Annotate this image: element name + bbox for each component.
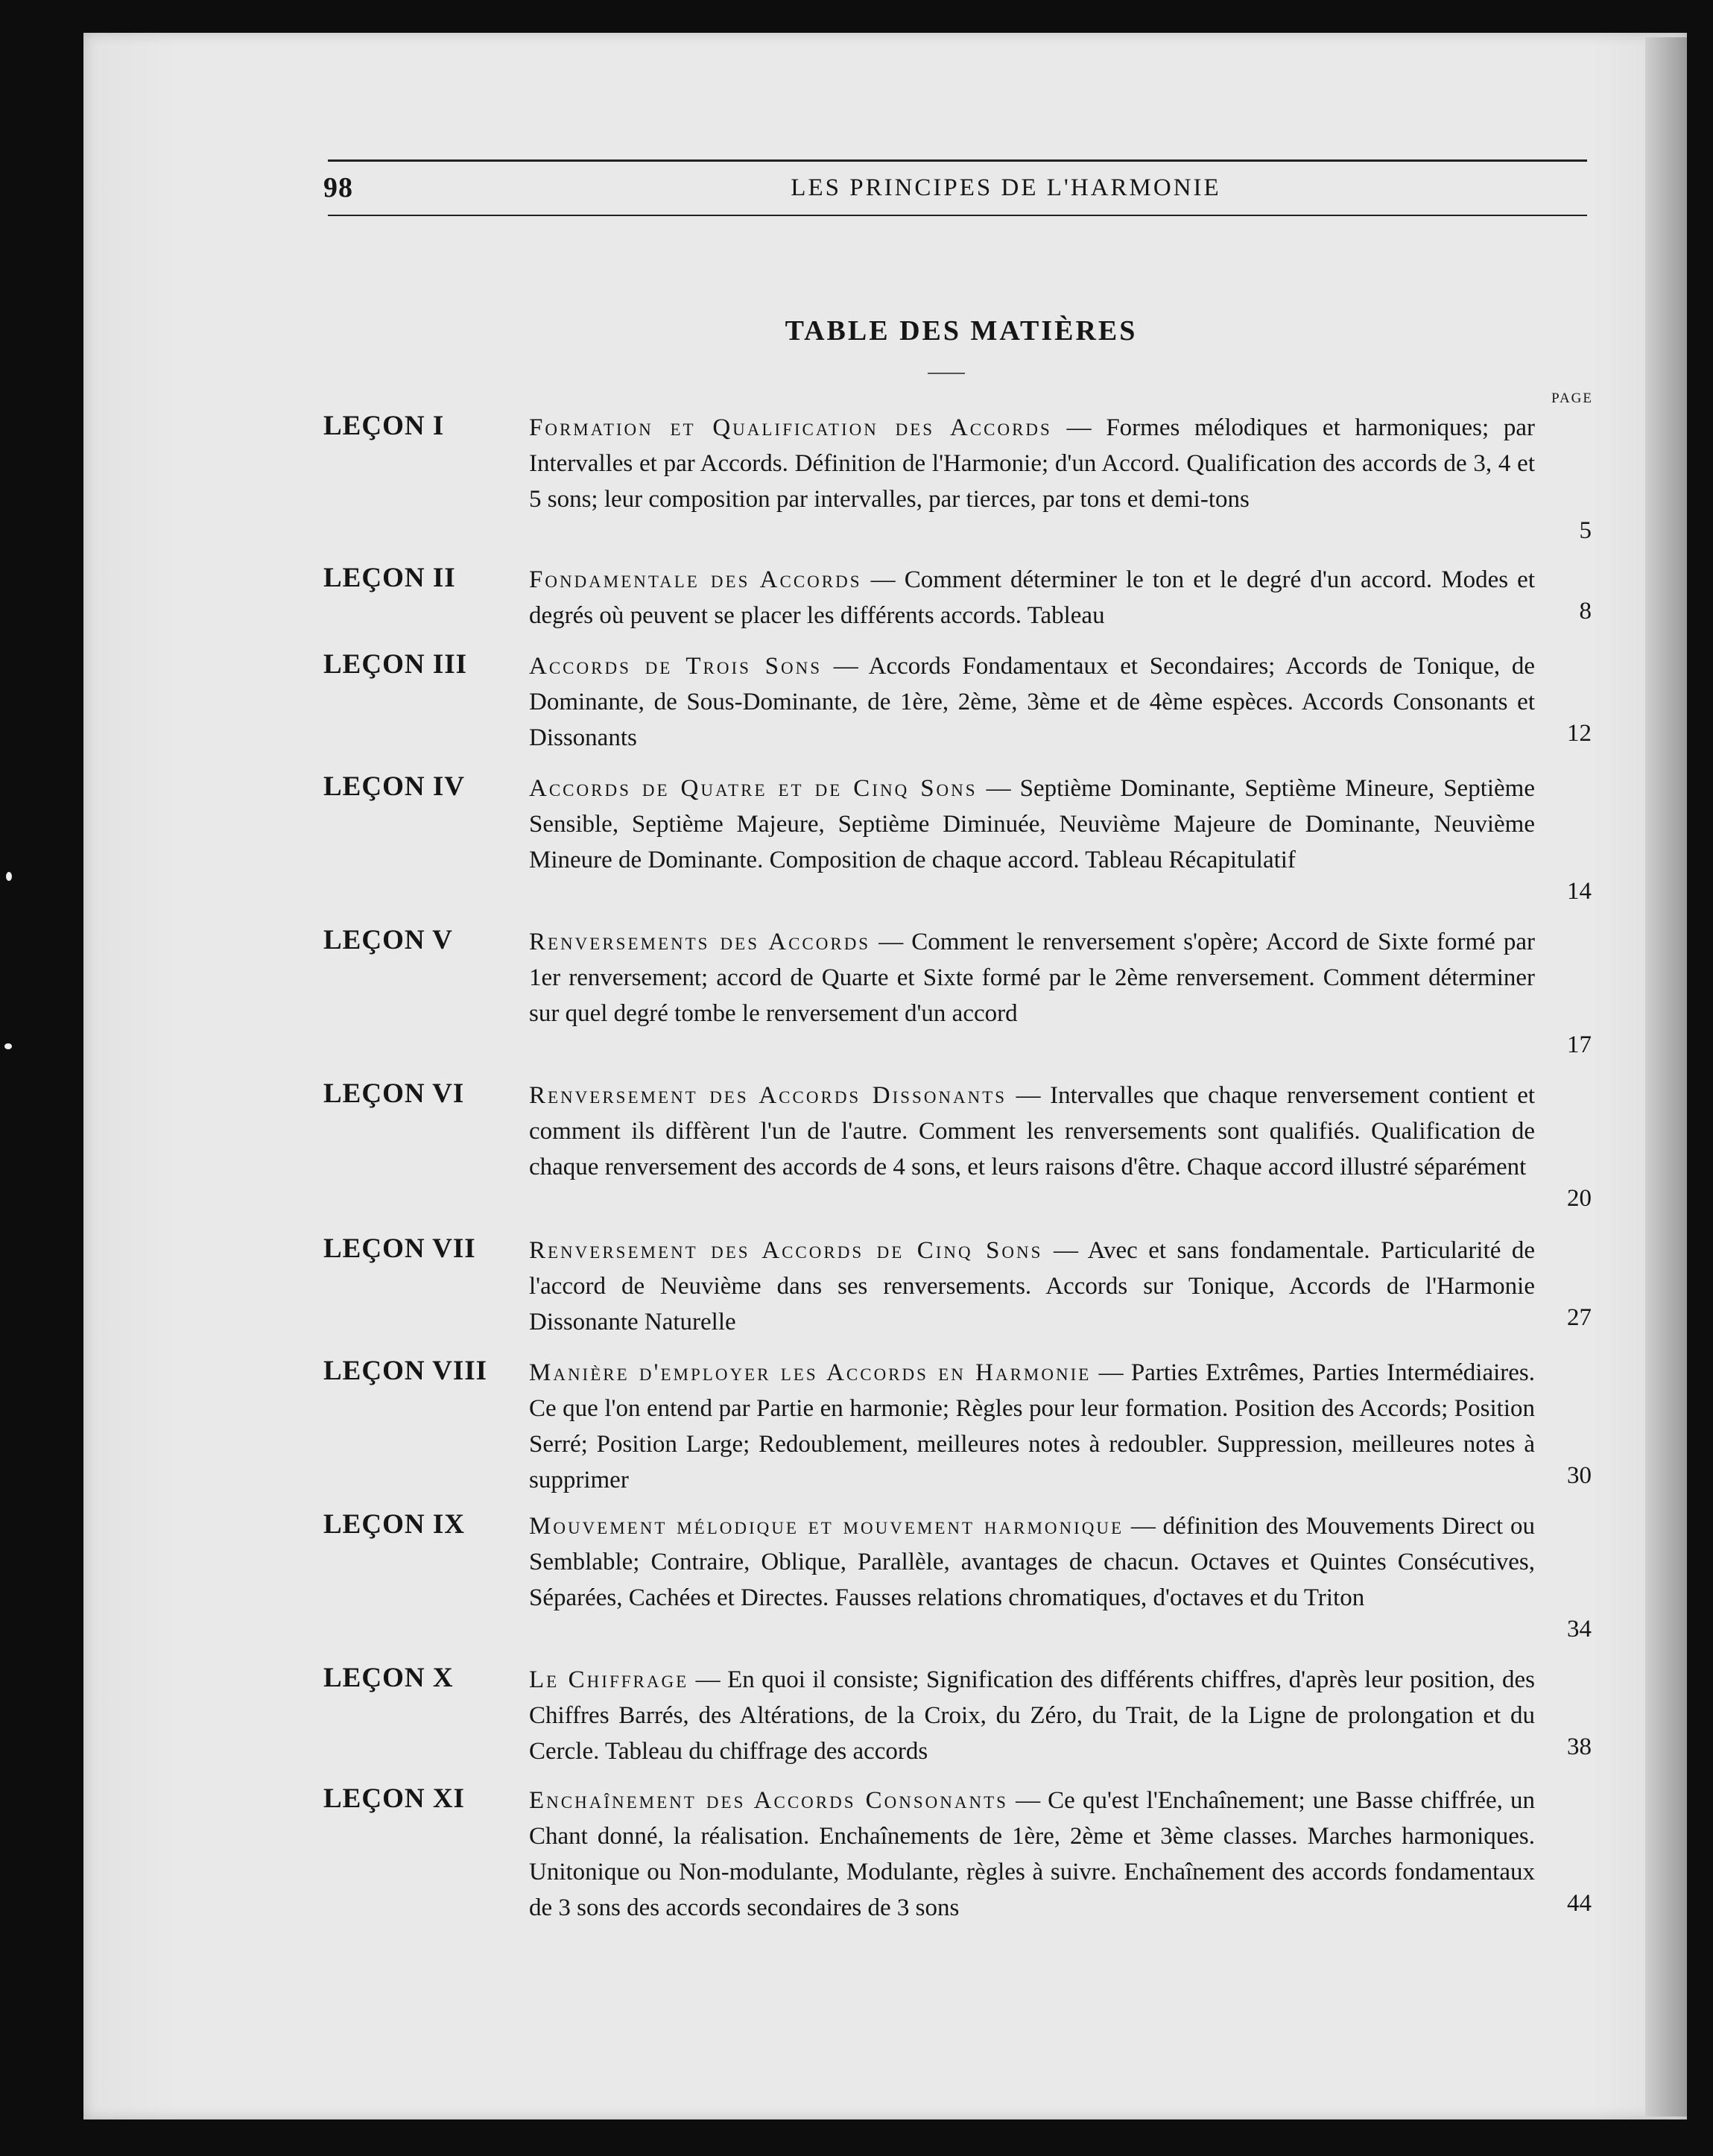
entry-description xyxy=(529,1355,1535,1498)
entry-page: 44 xyxy=(1567,1890,1592,1917)
entry-text: — Avec et sans fondamentale. Particularité de l'accord de Neuvième dans ses renversements. Accords sur Tonique, Accords de l'Harmonie Dissonante Naturelle xyxy=(529,1237,1536,1335)
entry-text: — En quoi il consiste; Signification des différents chiffres, d'après leur position, des Chiffres Barrés, des Altérations, de la Croix, du Zéro, du Trait, de la Ligne de prolongation et du Cercle. Tableau du chiffrage des accords xyxy=(529,1666,1535,1765)
entry-heading: Manière d'employer les Accords en Harmonie xyxy=(529,1359,1092,1386)
entry-page: 14 xyxy=(1567,878,1592,905)
entry-description xyxy=(529,1078,1535,1185)
entry-description xyxy=(529,648,1535,756)
entry-description xyxy=(529,1233,1535,1340)
entry-page: 34 xyxy=(1567,1616,1592,1643)
entry-page: 20 xyxy=(1567,1185,1592,1212)
entry-description xyxy=(529,924,1535,1031)
entry-description xyxy=(529,562,1535,633)
entry-heading: Renversements des Accords xyxy=(529,929,871,955)
lesson-label: LEÇON IX xyxy=(323,1509,465,1540)
entry-heading: Le Chiffrage xyxy=(529,1666,689,1693)
entry-page: 17 xyxy=(1567,1031,1592,1058)
entry-description xyxy=(529,410,1535,517)
entry-text: — Accords Fondamentaux et Secondaires; Accords de Tonique, de Dominante, de Sous-Dominante, de 1ère, 2ème, 3ème et de 4ème espèces. Accords Consonants et Dissonants xyxy=(529,653,1536,751)
entry-heading: Mouvement mélodique et mouvement harmonique xyxy=(529,1513,1124,1540)
lesson-label: LEÇON XI xyxy=(323,1783,465,1814)
lesson-label: LEÇON VII xyxy=(323,1233,476,1264)
lesson-label: LEÇON I xyxy=(323,411,445,441)
entry-page: 38 xyxy=(1567,1733,1592,1760)
lesson-label: LEÇON II xyxy=(323,563,456,593)
page-edge-shadow xyxy=(1645,37,1687,2117)
entry-page: 30 xyxy=(1567,1462,1592,1489)
entry-heading: Fondamentale des Accords xyxy=(529,566,862,593)
lesson-label: LEÇON V xyxy=(323,925,453,955)
entry-heading: Renversement des Accords de Cinq Sons xyxy=(529,1237,1043,1264)
entry-text: — Comment déterminer le ton et le degré d'un accord. Modes et degrés où peuvent se placer les différents accords. Tableau xyxy=(529,566,1535,629)
running-title: LES PRINCIPES DE L'HARMONIE xyxy=(791,174,1221,201)
entry-page: 8 xyxy=(1579,598,1592,625)
header-rule-bottom xyxy=(328,215,1587,216)
page-column-label: PAGE xyxy=(1551,391,1593,406)
toc-title: TABLE DES MATIÈRES xyxy=(785,315,1138,347)
lesson-label: LEÇON VI xyxy=(323,1078,465,1109)
entry-description xyxy=(529,1508,1535,1616)
page-number: 98 xyxy=(323,172,353,203)
entry-heading: Formation et Qualification des Accords xyxy=(529,414,1052,441)
entry-page: 27 xyxy=(1567,1304,1592,1331)
lesson-label: LEÇON IV xyxy=(323,771,465,802)
entry-text: — Formes mélodiques et harmoniques; par Intervalles et par Accords. Définition de l'Harmonie; d'un Accord. Qualification des accords de 3, 4 et 5 sons; leur composition par intervalles, par tierces, par tons et demi-tons xyxy=(529,414,1535,513)
entry-description xyxy=(529,1662,1535,1769)
entry-text: — Comment le renversement s'opère; Accord de Sixte formé par 1er renversement; accord de Quarte et Sixte formé par le 2ème renversement. Comment déterminer sur quel degré tombe le renversement d'un accord xyxy=(529,929,1536,1027)
entry-text: — Parties Extrêmes, Parties Intermédiaires. Ce que l'on entend par Partie en harmonie; Règles pour leur formation. Position des Accords; Position Serré; Position Large; Redoublement, meilleures notes à redoubler. Suppression, meilleures notes à supprimer xyxy=(529,1359,1536,1493)
entry-heading: Enchaînement des Accords Consonants xyxy=(529,1787,1008,1814)
entry-page: 5 xyxy=(1579,517,1592,544)
entry-page: 12 xyxy=(1567,720,1592,747)
entry-text: — Intervalles que chaque renversement contient et comment ils diffèrent l'un de l'autre. Comment les renversements sont qualifiés. Qualification de chaque renversement des accords de 4 sons, et leurs raisons d'être. Chaque accord illustré séparément xyxy=(529,1082,1536,1180)
entry-description xyxy=(529,1783,1535,1926)
entry-heading: Accords de Trois Sons xyxy=(529,653,823,680)
entry-text: — Septième Dominante, Septième Mineure, Septième Sensible, Septième Majeure, Septième Diminuée, Neuvième Majeure de Dominante, Neuvième Mineure de Dominante. Composition de chaque accord. Tableau Récapitulatif xyxy=(529,775,1535,873)
title-ornament-dash xyxy=(928,373,965,374)
header-rule-top xyxy=(328,159,1587,162)
lesson-label: LEÇON III xyxy=(323,649,468,680)
entry-heading: Renversement des Accords Dissonants xyxy=(529,1082,1007,1109)
entry-text: — Ce qu'est l'Enchaînement; une Basse chiffrée, un Chant donné, la réalisation. Enchaînements de 1ère, 2ème et 3ème classes. Marches harmoniques. Unitonique ou Non-modulante, Modulante, règles à suivre. Enchaînement des accords fondamentaux de 3 sons des accords secondaires de 3 sons xyxy=(529,1787,1536,1921)
entry-description xyxy=(529,771,1535,878)
lesson-label: LEÇON X xyxy=(323,1663,454,1693)
entry-text: — définition des Mouvements Direct ou Semblable; Contraire, Oblique, Parallèle, avantages de chacun. Octaves et Quintes Consécutives, Séparées, Cachées et Directes. Fausses relations chromatiques, d'octaves et du Triton xyxy=(529,1513,1535,1611)
scan-speck xyxy=(4,1043,12,1049)
scan-speck xyxy=(6,872,12,881)
entry-heading: Accords de Quatre et de Cinq Sons xyxy=(529,775,978,802)
lesson-label: LEÇON VIII xyxy=(323,1356,488,1386)
